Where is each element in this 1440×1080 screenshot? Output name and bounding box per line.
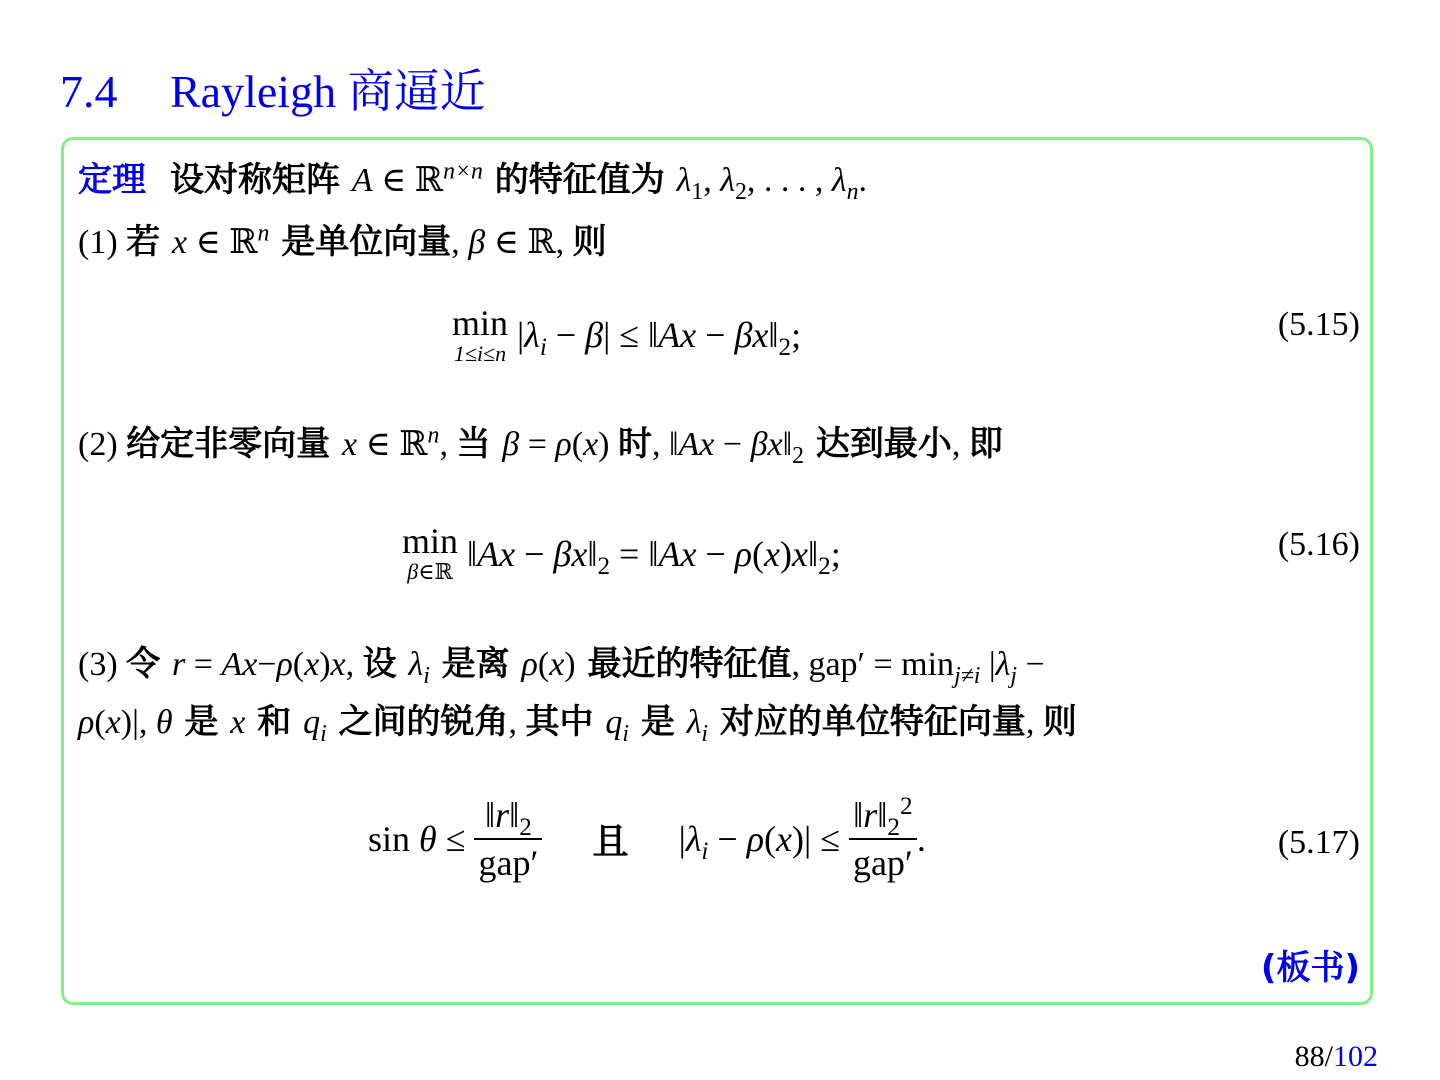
page-number bbox=[1295, 1040, 1378, 1074]
theorem-part3-line1: (3) 令 r = Ax−ρ(x)x, 设 $\lambda_i$ 是离 ρ(x) 最近的特征值, $gap' = \min_{j\ne i} |\lambda_j$ − bbox=[78, 644, 1045, 689]
fraction-r2-over-gap: $\frac{‖r‖_2^2}{\text{gap′}}$ bbox=[849, 792, 917, 886]
theorem-label: 定理 bbox=[78, 160, 146, 200]
theorem-part3-line2: ρ(x)|, θ 是 x 和 $q_i$ 之间的锐角, 其中 $q_i$ 是 $\lambda_i$ 对应的单位特征向量, 则 bbox=[78, 702, 1077, 747]
theorem-intro: 定理 设对称矩阵 A ∈ ℝ$^{n\times n}$ 的特征值为 $\lambda_1$, $\lambda_2$, . . . , $\lambda_n$. bbox=[78, 158, 868, 205]
section-number: 7.4 bbox=[60, 66, 118, 117]
section-title: Rayleigh 商逼近 bbox=[170, 66, 486, 117]
equation-5-16: min β∈ℝ ‖Ax − $\beta x‖_2$ = ‖Ax − $\rho(x)x‖_2$; bbox=[402, 521, 841, 585]
theorem-part1: (1) 若 x ∈ ℝ$^n$ 是单位向量, β ∈ ℝ, 则 bbox=[78, 220, 607, 262]
theorem-part2: (2) 给定非零向量 x ∈ ℝ$^n$, 当 β = ρ(x) 时, ‖Ax − $\beta x‖_2$ 达到最小, 即 bbox=[78, 422, 1003, 469]
blackboard-note-link[interactable]: (板书) bbox=[1260, 948, 1360, 988]
equation-number-5-17: (5.17) bbox=[1277, 824, 1360, 861]
equation-5-17: sin θ ≤ $\frac{‖r‖_2}{\text{gap′}}$ 且 $|\lambda_i - \rho(x)|$ ≤ $\frac{‖r‖_2^2}{\text{gap′}}$ . bbox=[368, 792, 926, 886]
page-separator: / bbox=[1324, 1040, 1333, 1073]
page-total: 102 bbox=[1333, 1040, 1378, 1073]
page-current: 88 bbox=[1294, 1040, 1325, 1073]
section-heading bbox=[60, 60, 486, 124]
equation-number-5-16: (5.16) bbox=[1277, 526, 1360, 563]
equation-5-15: min 1≤i≤n $|\lambda_i - \beta|$ ≤ ‖Ax − $\beta x‖_2$; bbox=[452, 303, 802, 366]
equation-number-5-15: (5.15) bbox=[1277, 306, 1360, 343]
fraction-r-over-gap: $\frac{‖r‖_2}{\text{gap′}}$ bbox=[474, 792, 542, 886]
